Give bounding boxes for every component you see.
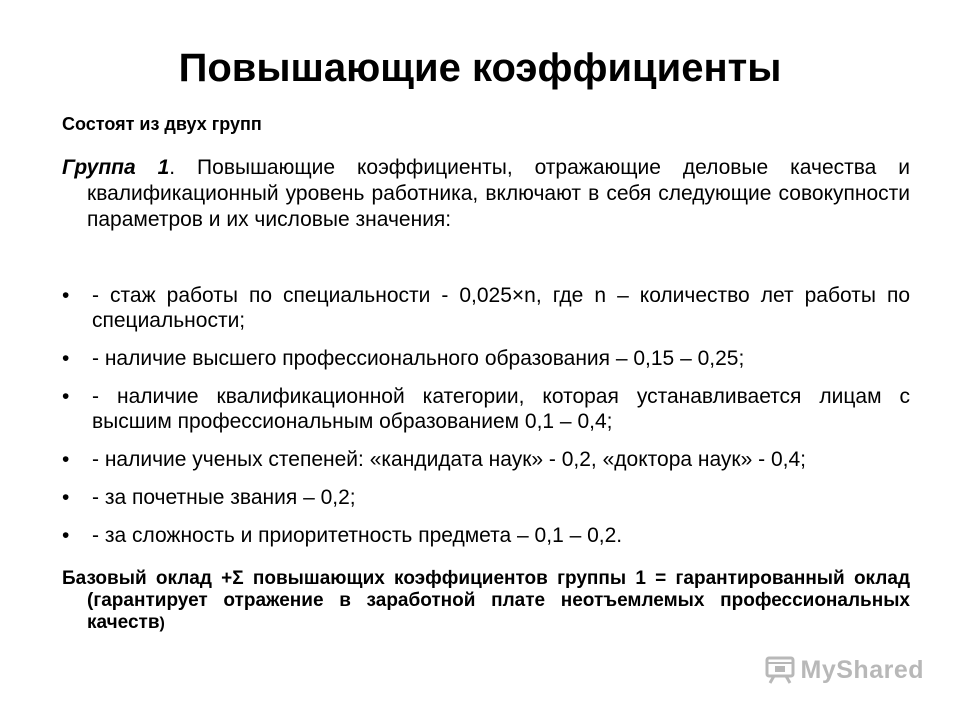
bullet-icon: • bbox=[62, 448, 70, 471]
list-item-text: - наличие квалификационной категории, которая устанавливается лицам с высшим профессиональным образованием 0,1 – 0,4; bbox=[92, 385, 910, 433]
watermark bbox=[765, 655, 924, 685]
bullet-icon: • bbox=[62, 284, 70, 307]
list-item-text: - наличие высшего профессионального образования – 0,15 – 0,25; bbox=[92, 347, 745, 370]
list-item bbox=[62, 485, 910, 510]
list-item bbox=[62, 523, 910, 548]
slide-subtitle: Состоят из двух групп bbox=[62, 114, 262, 134]
coefficient-list bbox=[62, 283, 910, 561]
bullet-icon: • bbox=[62, 385, 70, 408]
summary-formula bbox=[62, 568, 910, 635]
summary-closing-paren: ) bbox=[159, 615, 165, 632]
list-item-text: - за сложность и приоритетность предмета – 0,1 – 0,2. bbox=[92, 524, 623, 547]
presentation-board-icon bbox=[765, 655, 795, 685]
slide-title: Повышающие коэффициенты bbox=[178, 46, 782, 90]
group-1-paragraph bbox=[62, 155, 910, 233]
list-item-text: - наличие ученых степеней: «кандидата наук» - 0,2, «доктора наук» - 0,4; bbox=[92, 448, 806, 471]
bullet-icon: • bbox=[62, 524, 70, 547]
summary-text: Базовый оклад +Σ повышающих коэффициентов группы 1 = гарантированный оклад (гарантирует отражение в заработной плате неотъемлемых профессиональных качеств bbox=[62, 568, 910, 633]
bullet-icon: • bbox=[62, 486, 70, 509]
bullet-icon: • bbox=[62, 347, 70, 370]
list-item bbox=[62, 384, 910, 434]
watermark-text: MyShared bbox=[800, 655, 924, 684]
list-item-text: - стаж работы по специальности - 0,025×n, где n – количество лет работы по специальности; bbox=[92, 284, 910, 332]
list-item-text: - за почетные звания – 0,2; bbox=[92, 486, 356, 509]
group-1-text: . Повышающие коэффициенты, отражающие деловые качества и квалификационный уровень работника, включают в себя следующие совокупности параметров и их числовые значения: bbox=[87, 156, 910, 231]
group-1-label: Группа 1 bbox=[62, 156, 170, 179]
list-item bbox=[62, 447, 910, 472]
list-item bbox=[62, 283, 910, 333]
list-item bbox=[62, 346, 910, 371]
